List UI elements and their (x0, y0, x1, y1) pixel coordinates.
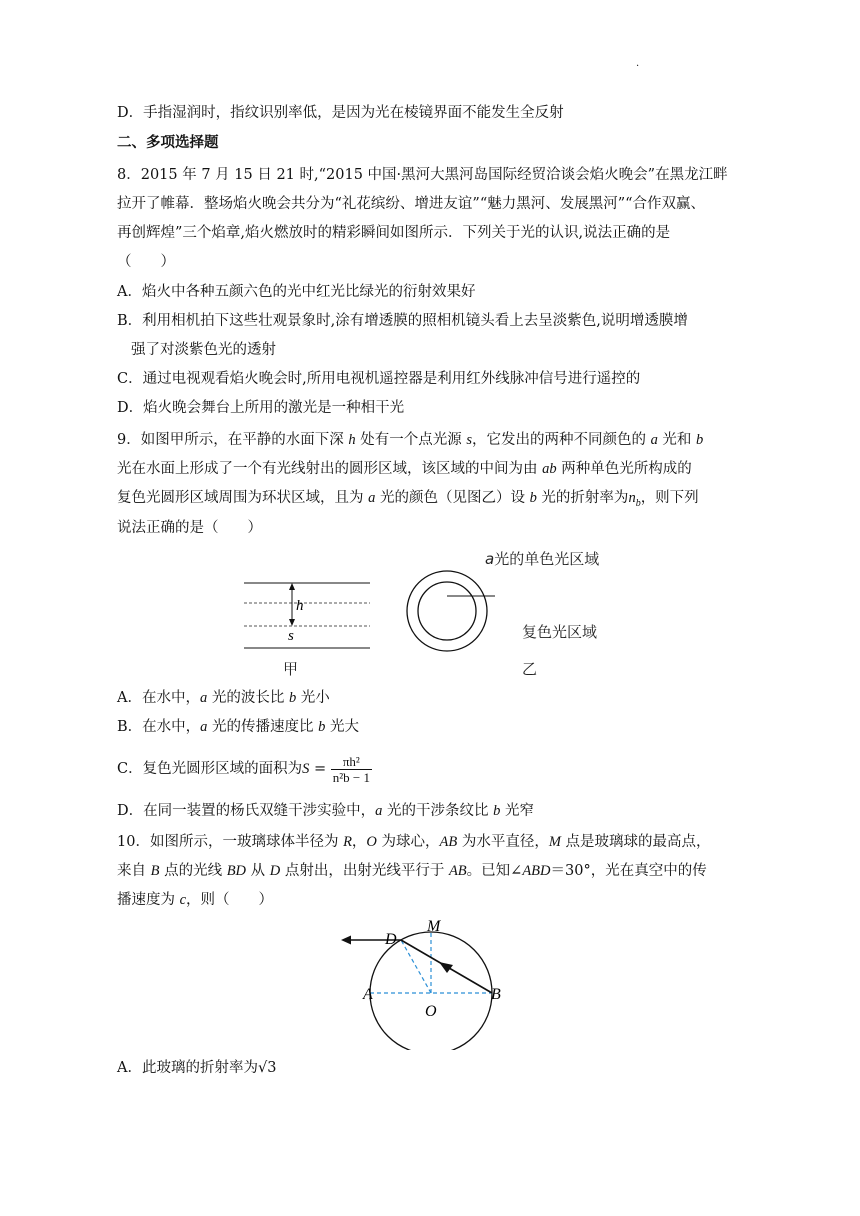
fig-label-a-region: a光的单色光区域 (485, 550, 600, 568)
sqrt-three: √3 (257, 1060, 277, 1076)
point-label-b: B (491, 986, 501, 1003)
q8-option-b-line1: B．利用相机拍下这些壮观景象时,涂有增透膜的照相机镜头看上去呈淡紫色,说明增透膜增 (117, 313, 688, 329)
prev-option-d: D．手指湿润时，指纹识别率低，是因为光在棱镜界面不能发生全反射 (117, 105, 564, 121)
point-label-d: D (385, 931, 397, 948)
q9-option-b: B．在水中，a 光的传播速度比 b 光大 (117, 719, 359, 735)
point-label-m: M (427, 918, 441, 935)
emergent-arrowhead (341, 936, 351, 945)
ray-arrowhead (439, 962, 453, 973)
q8-option-a: A．焰火中各种五颜六色的光中红光比绿光的衍射效果好 (117, 284, 476, 300)
source-label-s: s (288, 628, 294, 644)
q9-stem-line4: 说法正确的是（ ） (117, 520, 262, 536)
q9-option-a: A．在水中，a 光的波长比 b 光小 (117, 690, 330, 706)
fig-caption-jia: 甲 (283, 660, 299, 678)
q8-stem-line3: 再创辉煌”三个焰章,焰火燃放时的精彩瞬间如图所示．下列关于光的认识,说法正确的是 (117, 225, 671, 241)
q8-option-b-line2: 强了对淡紫色光的透射 (131, 342, 276, 358)
q10-stem-line1: 10．如图所示，一玻璃球体半径为 R，O 为球心，AB 为水平直径，M 点是玻璃球的最高点， (117, 834, 711, 850)
q8-stem-line1: 8．2015 年 7 月 15 日 21 时,“2015 中国·黑河大黑河岛国际经贸洽谈会焰火晚会”在黑龙江畔 (117, 167, 728, 183)
q8-option-c: C．通过电视观看焰火晚会时,所用电视机遥控器是利用红外线脉冲信号进行遥控的 (117, 371, 641, 387)
inner-circle (418, 582, 476, 640)
fig-label-mixed-region: 复色光区域 (522, 623, 598, 641)
point-label-a: A (363, 986, 373, 1003)
q9-stem-line2: 光在水面上形成了一个有光线射出的圆形区域，该区域的中间为由 ab 两种单色光所构成的 (117, 461, 692, 477)
point-label-o: O (425, 1003, 437, 1020)
q9-option-c: C．复色光圆形区域的面积为S = $\frac{\text{πh²}}{\text{n²b − 1}}$ (117, 753, 370, 785)
q10-stem-line2: 来自 B 点的光线 BD 从 D 点射出，出射光线平行于 AB。已知∠ABD＝30°，光在真空中的传 (117, 863, 707, 879)
q8-stem-line2: 拉开了帷幕．整场焰火晚会共分为“礼花缤纷、增进友谊”“魅力黑河、发展黑河”“合作双赢、 (117, 196, 706, 212)
area-formula-fraction: $\frac{\text{πh²}}{\text{n²b − 1}}$ (332, 753, 370, 785)
q10-figure-sphere (335, 915, 515, 1050)
q9-figure-yi (400, 565, 500, 665)
fig-caption-yi: 乙 (522, 660, 538, 678)
q8-answer-blank: （ ） (117, 254, 175, 270)
outer-circle (407, 571, 487, 651)
q9-figure-jia (240, 570, 380, 680)
q10-stem-line3: 播速度为 c，则（ ） (117, 892, 274, 908)
depth-label-h: h (296, 598, 304, 614)
page-mark: . (636, 58, 640, 69)
q8-option-d: D．焰火晚会舞台上所用的激光是一种相干光 (117, 400, 405, 416)
section-heading: 二、多项选择题 (117, 134, 219, 151)
q9-stem-line3: 复色光圆形区域周围为环状区域，且为 a 光的颜色（见图乙）设 b 光的折射率为$n_b$，则下列 (117, 490, 699, 509)
q9-stem-line1: 9．如图甲所示，在平静的水面下深 h 处有一个点光源 s，它发出的两种不同颜色的 a 光和 b (117, 432, 704, 448)
q10-option-a: A．此玻璃的折射率为√3 (117, 1060, 277, 1076)
q9-option-d: D．在同一装置的杨氏双缝干涉实验中，a 光的干涉条纹比 b 光窄 (117, 803, 534, 819)
